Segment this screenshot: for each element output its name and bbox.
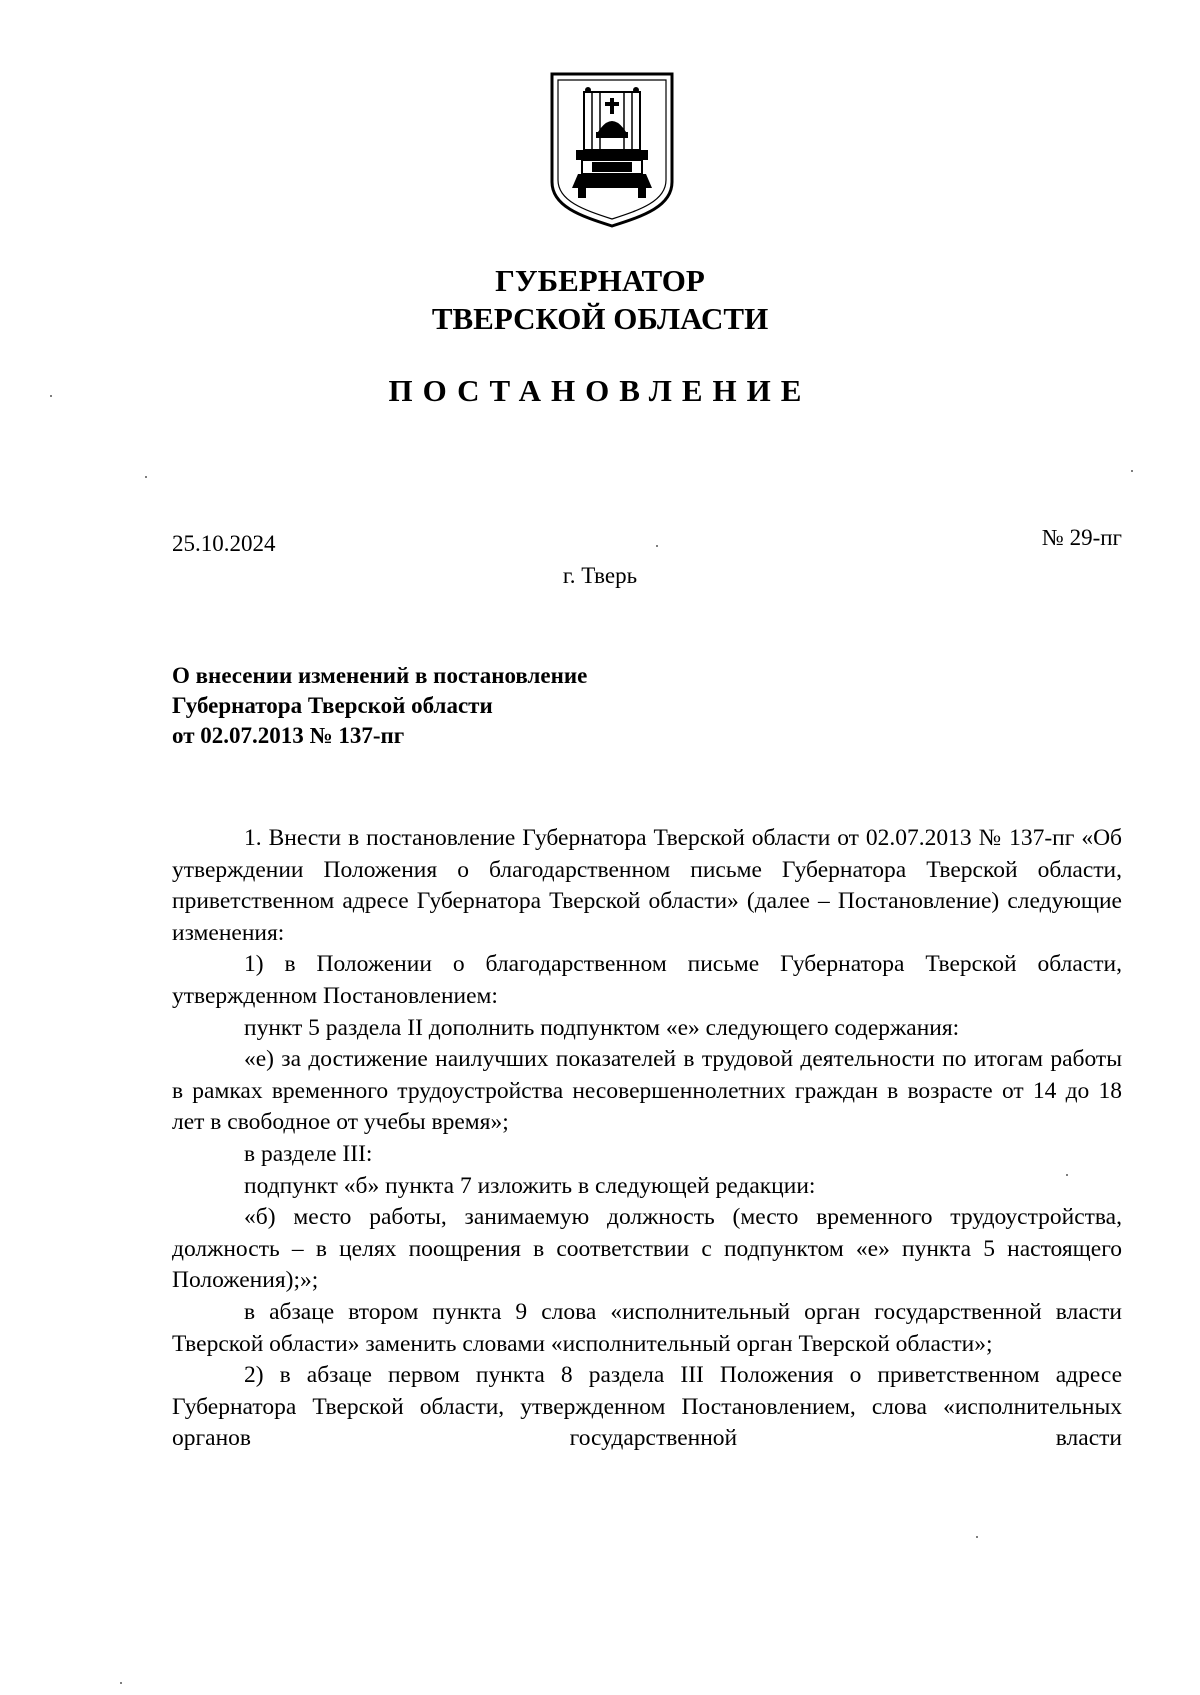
body-paragraph: в разделе III: bbox=[244, 1140, 373, 1167]
body-paragraph: подпункт «б» пункта 7 изложить в следующей редакции: bbox=[244, 1172, 816, 1199]
body-paragraph: 1. Внести в постановление Губернатора Тверской области от 02.07.2013 № 137-пг «Об утверждении Положения о благодарственном письме Губернатора Тверской области, приветственном адресе Губернатора Тверской области» (далее – Постановление) следующие изменения: bbox=[172, 825, 1122, 946]
scan-speck bbox=[976, 1536, 978, 1538]
scan-speck bbox=[120, 1682, 122, 1684]
subject-line: от 02.07.2013 № 137-пг bbox=[172, 723, 405, 748]
scan-speck bbox=[145, 476, 147, 478]
document-type: ПОСТАНОВЛЕНИЕ bbox=[388, 373, 812, 408]
scan-speck bbox=[1066, 1174, 1068, 1176]
document-date: 25.10.2024 bbox=[172, 531, 276, 556]
document-subject bbox=[172, 661, 872, 751]
scan-speck bbox=[50, 395, 52, 397]
authority-title-line2: ТВЕРСКОЙ ОБЛАСТИ bbox=[431, 301, 769, 336]
body-paragraph: пункт 5 раздела II дополнить подпунктом «е» следующего содержания: bbox=[244, 1014, 960, 1041]
coat-of-arms-icon bbox=[548, 70, 676, 230]
subject-line: Губернатора Тверской области bbox=[172, 693, 493, 718]
body-paragraph: 2) в абзаце первом пункта 8 раздела III Положения о приветственном адресе Губернатора Тверской области, утвержденном Постановлением, слова «исполнительных органов государственной власти bbox=[172, 1362, 1122, 1452]
subject-line: О внесении изменений в постановление bbox=[172, 663, 588, 688]
document-number: № 29-пг bbox=[1041, 525, 1122, 550]
scan-speck bbox=[1131, 470, 1133, 472]
document-body bbox=[172, 823, 1122, 1455]
document-city: г. Тверь bbox=[562, 563, 638, 588]
body-paragraph: «б) место работы, занимаемую должность (место временного трудоустройства, должность – в целях поощрения в соответствии с подпунктом «е» пункта 5 настоящего Положения);»; bbox=[172, 1204, 1122, 1294]
body-paragraph: 1) в Положении о благодарственном письме Губернатора Тверской области, утвержденном Постановлением: bbox=[172, 951, 1122, 1009]
scan-speck bbox=[656, 545, 658, 547]
body-paragraph: «е) за достижение наилучших показателей в трудовой деятельности по итогам работы в рамках временного трудоустройства несовершеннолетних граждан в возрасте от 14 до 18 лет в свободное от учебы время»; bbox=[172, 1046, 1122, 1136]
authority-title-line1: ГУБЕРНАТОР bbox=[495, 263, 705, 298]
body-paragraph: в абзаце втором пункта 9 слова «исполнительный орган государственной власти Тверской области» заменить словами «исполнительный орган Тверской области»; bbox=[172, 1298, 1122, 1357]
